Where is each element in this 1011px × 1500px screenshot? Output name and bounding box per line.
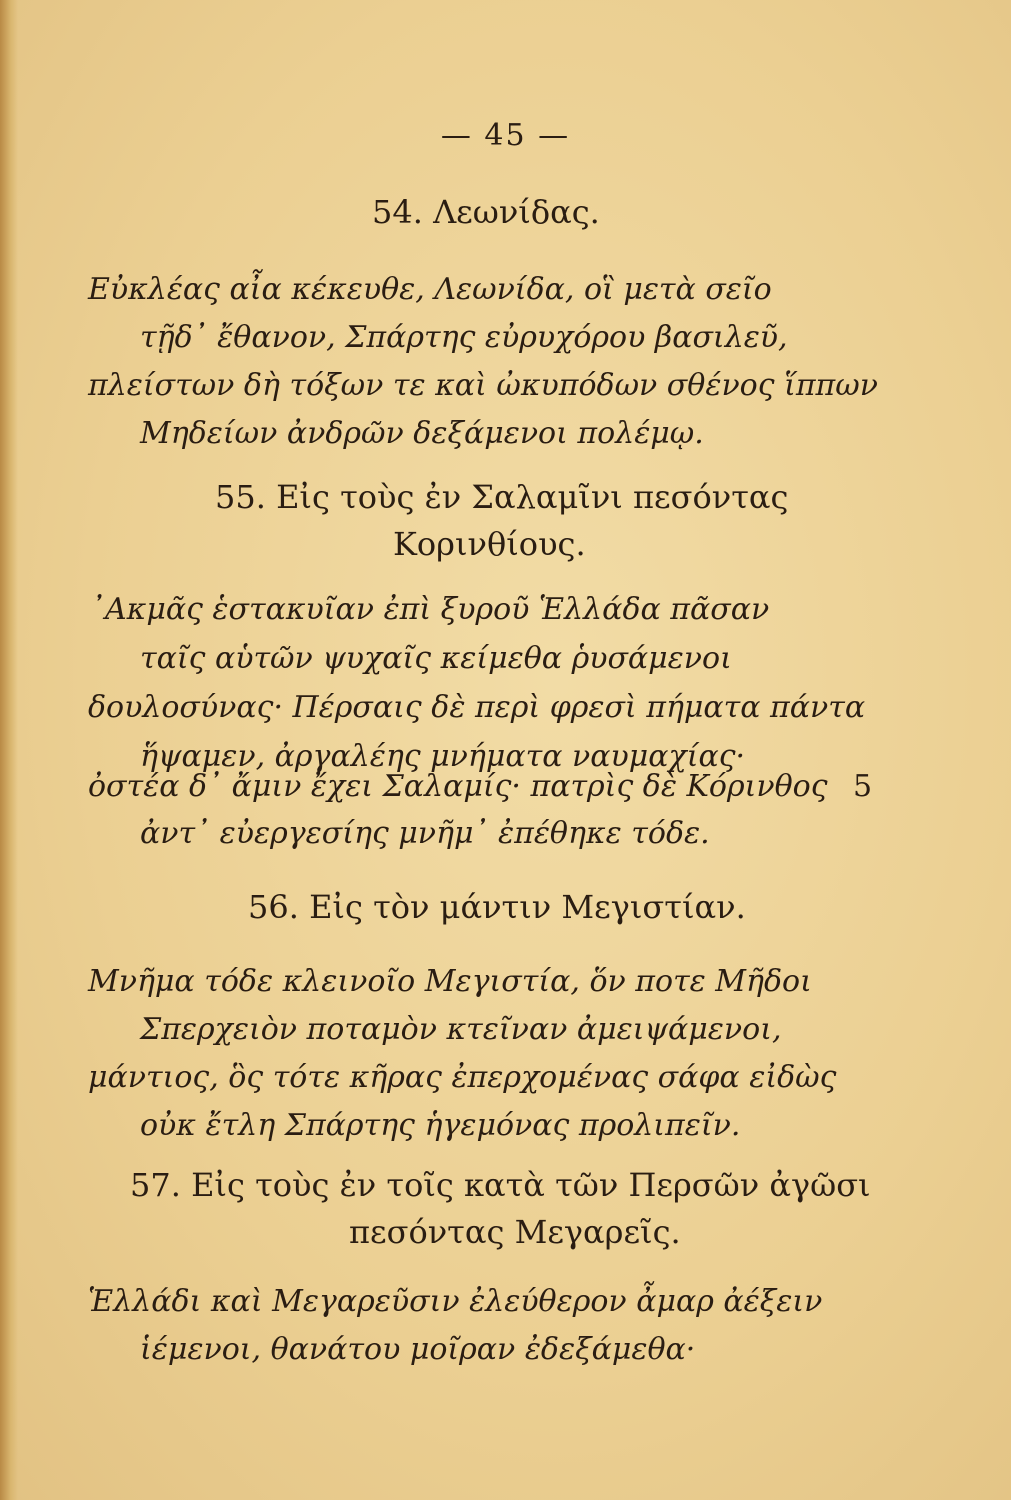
poem-55-line-1: ᾿Ακμᾶς ἑστακυῖαν ἐπὶ ξυροῦ Ἑλλάδα πᾶσαν [90,592,770,627]
page-number: — 45 — [440,118,571,153]
poem-56-line-4: οὐκ ἔτλη Σπάρτης ἡγεμόνας προλιπεῖν. [140,1108,741,1143]
poem-54-title: 54. Λεωνίδας. [372,193,600,231]
poem-56-title: 56. Εἰς τὸν μάντιν Μεγιστίαν. [248,888,746,926]
poem-55-line-5: ὀστέα δ᾽ ἄμιν ἔχει Σαλαμίς· πατρὶς δὲ Κόρινθος [88,769,828,804]
page-binding-edge [0,0,18,1500]
poem-54-line-3: πλείστων δὴ τόξων τε καὶ ὠκυπόδων σθένος ἵππων [88,368,878,403]
poem-54-line-2: τῇδ᾽ ἔθανον, Σπάρτης εὐρυχόρου βασιλεῦ, [140,320,788,355]
poem-56-line-1: Μνῆμα τόδε κλεινοῖο Μεγιστία, ὅν ποτε Μῆδοι [88,964,812,999]
poem-55-line-3: δουλοσύνας· Πέρσαις δὲ περὶ φρεσὶ πήματα πάντα [88,690,866,725]
poem-54-line-1: Εὐκλέας αἶα κέκευθε, Λεωνίδα, οἳ μετὰ σεῖο [88,272,772,307]
poem-57-title: 57. Εἰς τοὺς ἐν τοῖς κατὰ τῶν Περσῶν ἀγῶσι [130,1166,871,1204]
poem-57-line-1: Ἑλλάδι καὶ Μεγαρεῦσιν ἐλεύθερον ἆμαρ ἀέξειν [88,1284,823,1319]
poem-56-line-2: Σπερχειὸν ποταμὸν κτεῖναν ἀμειψάμενοι, [140,1012,782,1047]
poem-56-line-3: μάντιος, ὃς τότε κῆρας ἐπερχομένας σάφα εἰδὼς [88,1060,837,1095]
poem-54-line-4: Μηδείων ἀνδρῶν δεξάμενοι πολέμῳ. [140,416,704,451]
poem-55-title: 55. Εἰς τοὺς ἐν Σαλαμῖνι πεσόντας [215,478,789,516]
poem-55-line-4: ἥψαμεν, ἀργαλέης μνήματα ναυμαχίας· [140,739,746,774]
poem-55-line-6: ἀντ᾽ εὐεργεσίης μνῆμ᾽ ἐπέθηκε τόδε. [140,816,710,851]
poem-57-title-cont: πεσόντας Μεγαρεῖς. [349,1213,681,1251]
poem-55-line-2: ταῖς αὑτῶν ψυχαῖς κείμεθα ῥυσάμενοι [140,641,732,676]
poem-57-line-2: ἱέμενοι, θανάτου μοῖραν ἐδεξάμεθα· [140,1332,696,1367]
poem-55-title-cont: Κορινθίους. [393,525,586,563]
verse-line-number: 5 [853,769,873,804]
